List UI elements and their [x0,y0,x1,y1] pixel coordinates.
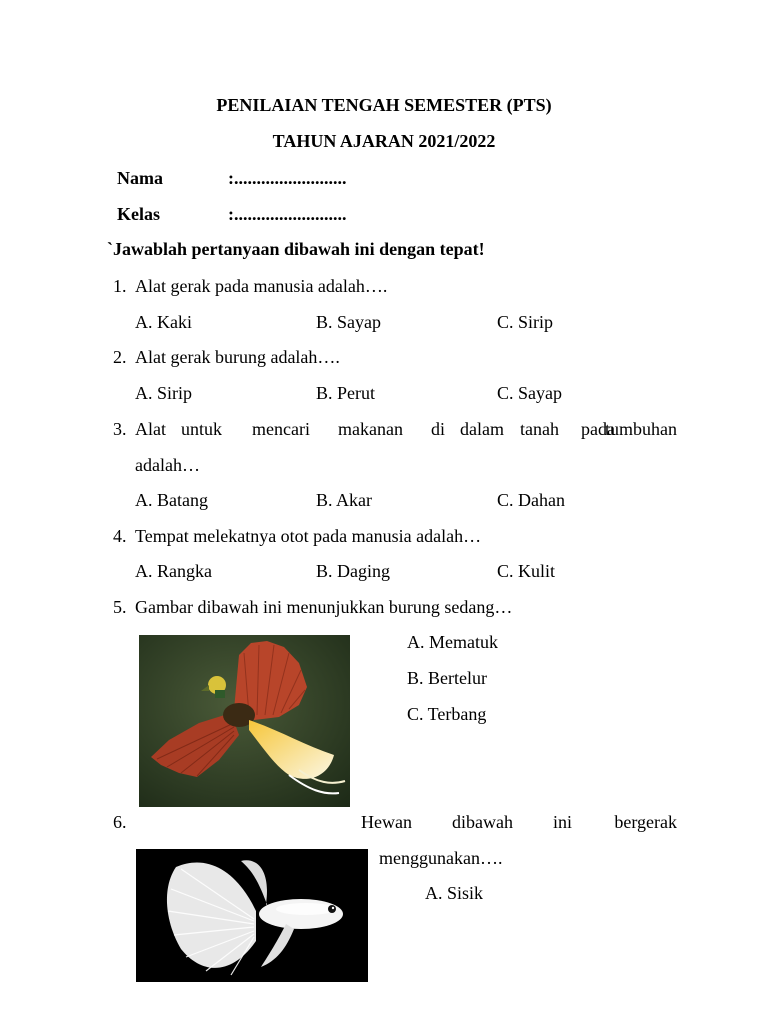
option-b: B. Daging [316,561,390,581]
instruction: `Jawablah pertanyaan dibawah ini dengan tepat! [107,239,485,259]
question-number: 1. [113,276,127,296]
question-text-word: ini [553,812,573,832]
school-year: TAHUN AJARAN 2021/2022 [272,131,496,151]
option-a: A. Kaki [135,312,192,332]
question-text-continued: menggunakan…. [379,848,503,868]
option-b: B. Perut [316,383,376,403]
question-text: Tempat melekatnya otot pada manusia adalah… [135,526,482,546]
option-a: A. Mematuk [407,632,498,652]
question-text-word: untuk [181,419,223,439]
option-c: C. Sayap [497,383,562,403]
bird-of-paradise-photo [139,635,350,807]
question-number: 3. [113,419,127,439]
question-number: 6. [113,812,127,832]
option-b: B. Bertelur [407,668,487,688]
question-text-continued: adalah… [135,455,200,475]
option-c: C. Sirip [497,312,554,332]
page-title: PENILAIAN TENGAH SEMESTER (PTS) [216,95,552,115]
class-label: Kelas [117,204,160,224]
betta-fish-photo [136,849,368,982]
question-text-word: makanan [338,419,403,439]
option-b: B. Sayap [316,312,381,332]
question-text: Gambar dibawah ini menunjukkan burung sedang… [135,597,513,617]
question-text-word: Alat [135,419,166,439]
question-number: 2. [113,347,127,367]
name-blank: :......................... [228,168,347,188]
question-text-word: tumbuhan [605,419,677,439]
question-text-word: mencari [252,419,310,439]
question-number: 4. [113,526,127,546]
name-label: Nama [117,168,163,188]
option-a: A. Sirip [135,383,193,403]
question-text-word: bergerak [614,812,677,832]
class-blank: :......................... [228,204,347,224]
option-b: B. Akar [316,490,372,510]
question-text-word: tanah [520,419,559,439]
option-a: A. Rangka [135,561,212,581]
question-text: Alat gerak burung adalah…. [135,347,340,367]
option-a: A. Batang [135,490,208,510]
option-c: C. Dahan [497,490,565,510]
question-text: Alat gerak pada manusia adalah…. [135,276,388,296]
option-c: C. Terbang [407,704,487,724]
question-text-word: dibawah [452,812,513,832]
question-text-word: Hewan [361,812,412,832]
question-text-word: pada [581,419,615,439]
option-c: C. Kulit [497,561,556,581]
question-number: 5. [113,597,127,617]
option-a: A. Sisik [425,883,484,903]
question-text-word: di [431,419,446,439]
question-text-word: dalam [460,419,504,439]
